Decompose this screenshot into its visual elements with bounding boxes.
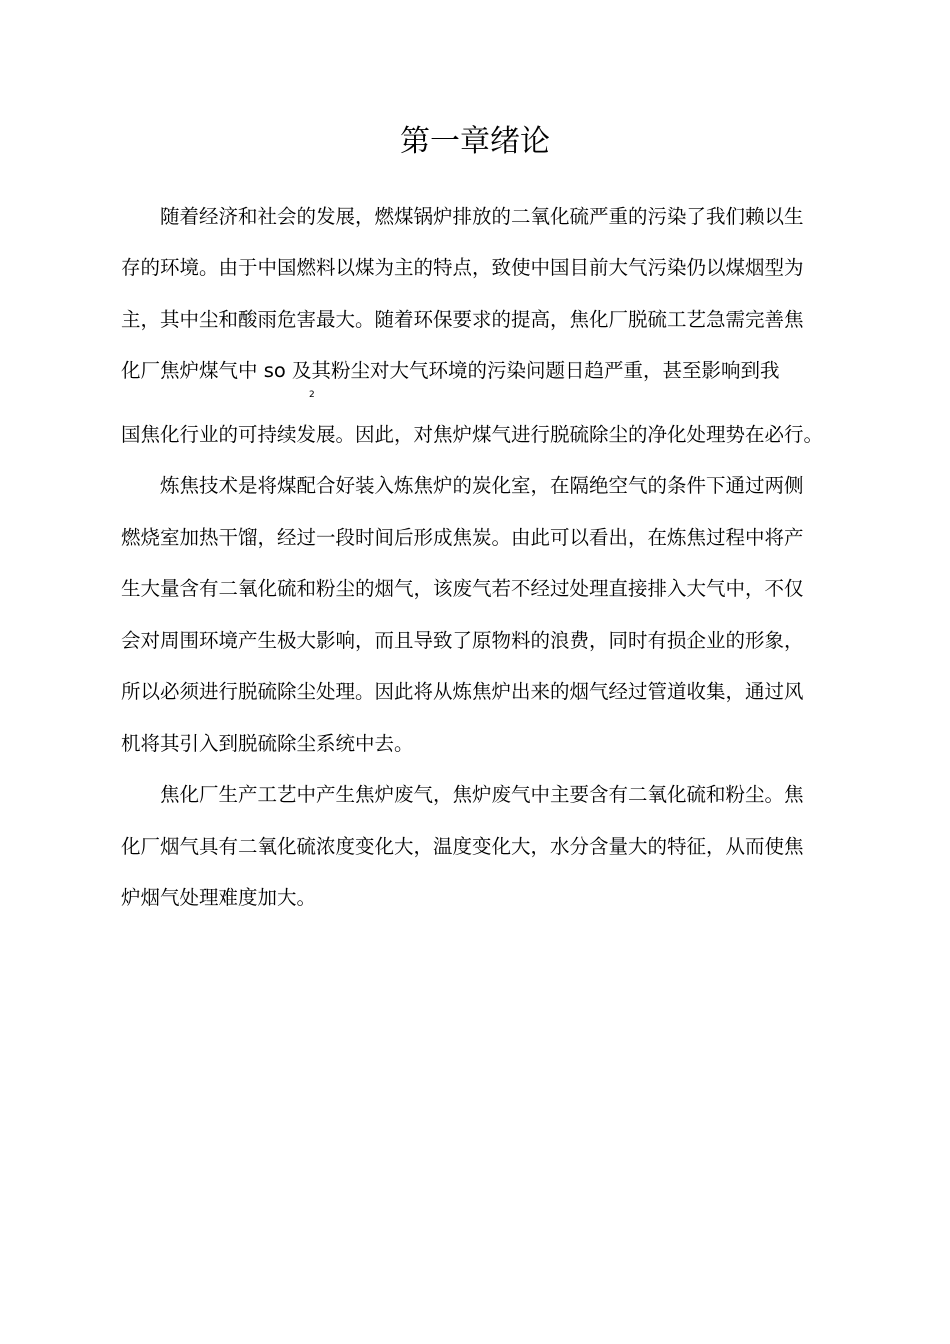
subscript-2: 2: [309, 390, 315, 400]
paragraph-line: 焦化厂生产工艺中产生焦炉废气，焦炉废气中主要含有二氧化硫和粉尘。焦: [160, 783, 804, 806]
paragraph-line: 化厂烟气具有二氧化硫浓度变化大，温度变化大，水分含量大的特征，从而使焦: [121, 835, 804, 858]
chapter-title: 第一章绪论: [400, 124, 550, 159]
paragraph-line: 生大量含有二氧化硫和粉尘的烟气，该废气若不经过处理直接排入大气中，不仅: [121, 577, 804, 600]
paragraph-line: 炼焦技术是将煤配合好装入炼焦炉的炭化室，在隔绝空气的条件下通过两侧: [160, 474, 804, 497]
paragraph-line: 存的环境。由于中国燃料以煤为主的特点，致使中国目前大气污染仍以煤烟型为: [121, 256, 804, 279]
paragraph-line: 燃烧室加热干馏，经过一段时间后形成焦炭。由此可以看出，在炼焦过程中将产: [121, 526, 804, 549]
paragraph-line: 机将其引入到脱硫除尘系统中去。: [121, 732, 414, 755]
paragraph-line: 会对周围环境产生极大影响，而且导致了原物料的浪费，同时有损企业的形象，: [121, 629, 804, 652]
paragraph-line: 所以必须进行脱硫除尘处理。因此将从炼焦炉出来的烟气经过管道收集，通过风: [121, 680, 804, 703]
paragraph-line: 国焦化行业的可持续发展。因此，对焦炉煤气进行脱硫除尘的净化处理势在必行。: [121, 423, 824, 446]
paragraph-line: 化厂焦炉煤气中 so 及其粉尘对大气环境的污染问题日趋严重，甚至影响到我: [121, 359, 780, 382]
paragraph-line: 随着经济和社会的发展，燃煤锅炉排放的二氧化硫严重的污染了我们赖以生: [160, 205, 804, 228]
paragraph-line: 主，其中尘和酸雨危害最大。随着环保要求的提高，焦化厂脱硫工艺急需完善焦: [121, 308, 804, 331]
paragraph-line: 炉烟气处理难度加大。: [121, 886, 317, 909]
